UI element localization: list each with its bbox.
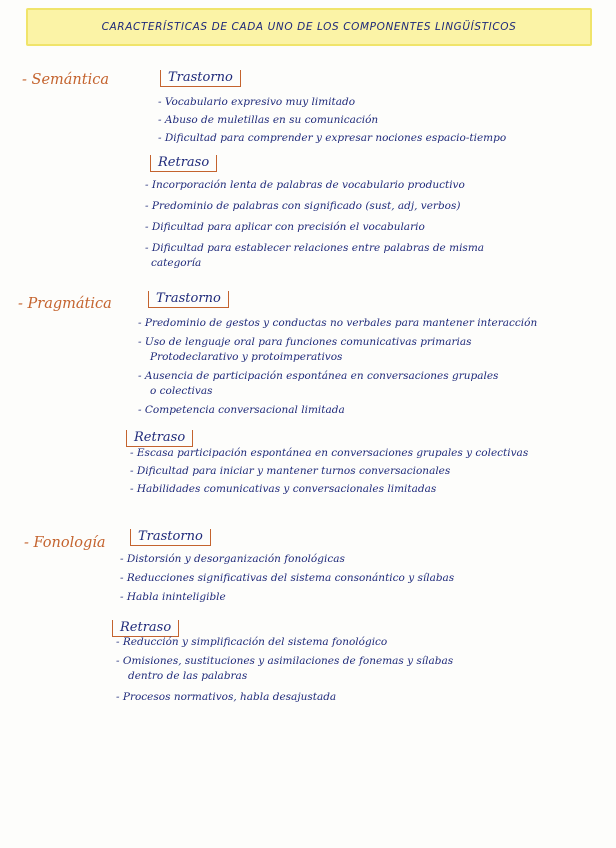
list-item: - Distorsión y desorganización fonológicas (120, 553, 345, 565)
list-item: - Vocabulario expresivo muy limitado (158, 96, 356, 108)
list-item: - Omisiones, sustituciones y asimilaciones de fonemas y sílabas (116, 655, 454, 667)
list-item: - Dificultad para establecer relaciones entre palabras de misma (145, 242, 485, 254)
list-item: - Abuso de muletillas en su comunicación (158, 114, 379, 126)
list-pragmatica-retraso (130, 446, 528, 497)
list-item: - Dificultad para iniciar y mantener turnos conversacionales (130, 465, 451, 477)
list-item: - Competencia conversacional limitada (138, 404, 345, 416)
section-label-semantica: - Semántica (22, 72, 109, 88)
list-item: - Ausencia de participación espontánea en conversaciones grupales (138, 370, 499, 382)
list-item: - Dificultad para comprender y expresar nociones espacio-tiempo (158, 132, 507, 144)
page-title: CARACTERÍSTICAS DE CADA UNO DE LOS COMPONENTES LINGÜÍSTICOS (101, 21, 517, 33)
list-item: - Escasa participación espontánea en conversaciones grupales y colectivas (130, 447, 529, 459)
sub-label-pragmatica-retraso: Retraso (126, 430, 193, 447)
list-semantica-retraso (145, 178, 484, 271)
sub-label-semantica-trastorno: Trastorno (160, 70, 241, 87)
list-item: - Reducción y simplificación del sistema fonológico (116, 636, 388, 648)
list-item: - Predominio de palabras con significado (sust, adj, verbos) (145, 200, 461, 212)
list-fonologia-trastorno (120, 552, 454, 605)
list-item: - Habilidades comunicativas y conversacionales limitadas (130, 483, 437, 495)
title-highlight (26, 8, 592, 46)
list-item: - Dificultad para aplicar con precisión el vocabulario (145, 221, 425, 233)
list-fonologia-retraso (116, 635, 453, 705)
section-label-fonologia: - Fonología (24, 535, 106, 551)
list-item: - Reducciones significativas del sistema consonántico y sílabas (120, 572, 455, 584)
list-item: - Procesos normativos, habla desajustada (116, 691, 337, 703)
list-item: Protodeclarativo y protoimperativos (150, 351, 343, 363)
sub-label-semantica-retraso: Retraso (150, 155, 217, 172)
list-item: dentro de las palabras (128, 670, 248, 682)
sub-label-fonologia-trastorno: Trastorno (130, 529, 211, 546)
list-item: o colectivas (150, 385, 213, 397)
list-item: - Predominio de gestos y conductas no verbales para mantener interacción (138, 317, 538, 329)
sub-label-pragmatica-trastorno: Trastorno (148, 291, 229, 308)
section-label-pragmatica: - Pragmática (18, 296, 112, 312)
sub-label-fonologia-retraso: Retraso (112, 620, 179, 637)
list-item: - Habla ininteligible (120, 591, 226, 603)
list-pragmatica-trastorno (138, 316, 537, 418)
list-semantica-trastorno (158, 95, 506, 146)
list-item: - Uso de lenguaje oral para funciones comunicativas primarias (138, 336, 472, 348)
list-item: categoría (151, 257, 202, 269)
list-item: - Incorporación lenta de palabras de vocabulario productivo (145, 179, 465, 191)
